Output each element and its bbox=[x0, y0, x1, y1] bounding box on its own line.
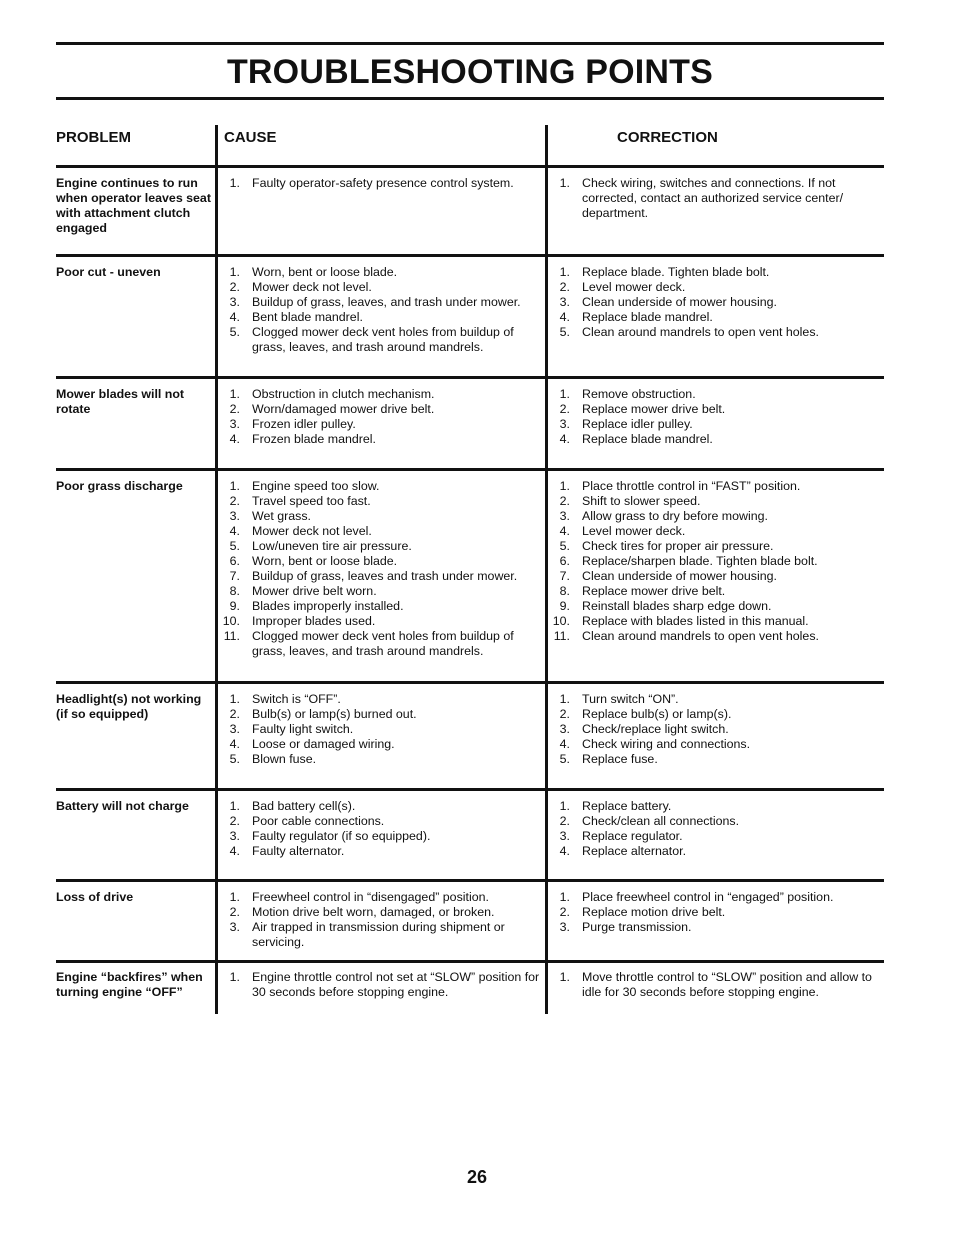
cause-item bbox=[222, 844, 540, 859]
item-number: 3. bbox=[229, 722, 240, 736]
cause-list bbox=[222, 970, 540, 1000]
item-number: 5. bbox=[559, 325, 570, 339]
item-text: Faulty regulator (if so equipped). bbox=[252, 829, 431, 843]
item-text: Reinstall blades sharp edge down. bbox=[582, 599, 772, 613]
item-number: 5. bbox=[229, 752, 240, 766]
item-text: Clogged mower deck vent holes from buildup of grass, leaves, and trash around mandrels. bbox=[252, 325, 514, 354]
item-text: Replace/sharpen blade. Tighten blade bolt. bbox=[582, 554, 818, 568]
table-row bbox=[56, 168, 884, 257]
cause-item bbox=[222, 614, 540, 629]
correction-item bbox=[552, 295, 882, 310]
item-number: 1. bbox=[559, 799, 570, 813]
item-number: 3. bbox=[559, 417, 570, 431]
item-text: Replace bulb(s) or lamp(s). bbox=[582, 707, 732, 721]
column-divider bbox=[545, 684, 548, 788]
cause-item bbox=[222, 707, 540, 722]
item-text: Worn, bent or loose blade. bbox=[252, 265, 398, 279]
item-number: 3. bbox=[229, 417, 240, 431]
column-divider bbox=[215, 168, 218, 254]
correction-item bbox=[552, 814, 882, 829]
correction-item bbox=[552, 920, 882, 935]
table-row bbox=[56, 963, 884, 1010]
cause-item bbox=[222, 599, 540, 614]
item-number: 5. bbox=[229, 539, 240, 553]
item-number: 4. bbox=[559, 844, 570, 858]
item-number: 11. bbox=[223, 629, 240, 643]
item-number: 1. bbox=[559, 890, 570, 904]
item-text: Shift to slower speed. bbox=[582, 494, 701, 508]
correction-item bbox=[552, 569, 882, 584]
cause-list bbox=[222, 387, 540, 447]
item-number: 7. bbox=[559, 569, 570, 583]
item-text: Check wiring, switches and connections. If not corrected, contact an authorized service center/ department. bbox=[582, 176, 844, 220]
cause-item bbox=[222, 280, 540, 295]
item-number: 2. bbox=[559, 905, 570, 919]
correction-item bbox=[552, 417, 882, 432]
column-divider bbox=[215, 684, 218, 788]
item-number: 1. bbox=[559, 479, 570, 493]
cause-list bbox=[222, 479, 540, 659]
item-text: Bent blade mandrel. bbox=[252, 310, 363, 324]
table-row bbox=[56, 684, 884, 791]
cause-item bbox=[222, 554, 540, 569]
item-number: 3. bbox=[559, 829, 570, 843]
item-text: Replace battery. bbox=[582, 799, 672, 813]
cause-item bbox=[222, 692, 540, 707]
item-text: Loose or damaged wiring. bbox=[252, 737, 395, 751]
column-divider bbox=[215, 125, 218, 165]
item-number: 3. bbox=[559, 509, 570, 523]
item-text: Check/clean all connections. bbox=[582, 814, 740, 828]
item-text: Check tires for proper air pressure. bbox=[582, 539, 774, 553]
item-text: Mower drive belt worn. bbox=[252, 584, 377, 598]
item-text: Frozen blade mandrel. bbox=[252, 432, 376, 446]
column-divider bbox=[545, 168, 548, 254]
correction-item bbox=[552, 554, 882, 569]
item-number: 1. bbox=[229, 692, 240, 706]
cause-item bbox=[222, 829, 540, 844]
item-text: Faulty alternator. bbox=[252, 844, 345, 858]
correction-item bbox=[552, 479, 882, 494]
item-number: 3. bbox=[229, 829, 240, 843]
item-text: Replace fuse. bbox=[582, 752, 658, 766]
item-text: Move throttle control to “SLOW” position and allow to idle for 30 seconds before stopping engine. bbox=[582, 970, 872, 999]
item-text: Freewheel control in “disengaged” position. bbox=[252, 890, 489, 904]
item-number: 1. bbox=[229, 890, 240, 904]
item-text: Replace motion drive belt. bbox=[582, 905, 726, 919]
item-number: 4. bbox=[229, 524, 240, 538]
cause-item bbox=[222, 799, 540, 814]
correction-item bbox=[552, 722, 882, 737]
item-number: 4. bbox=[559, 524, 570, 538]
item-text: Replace mower drive belt. bbox=[582, 584, 726, 598]
table-body bbox=[56, 168, 884, 1010]
cause-item bbox=[222, 265, 540, 280]
correction-list bbox=[552, 176, 882, 221]
cause-item bbox=[222, 524, 540, 539]
item-number: 3. bbox=[559, 295, 570, 309]
table-row bbox=[56, 882, 884, 963]
problem-text: Battery will not charge bbox=[56, 799, 189, 813]
cause-item bbox=[222, 387, 540, 402]
cause-item bbox=[222, 569, 540, 584]
problem-text: Engine “backfires” when turning engine “OFF” bbox=[56, 970, 203, 999]
cause-item bbox=[222, 890, 540, 905]
item-text: Replace mower drive belt. bbox=[582, 402, 726, 416]
column-divider bbox=[545, 379, 548, 468]
item-text: Engine speed too slow. bbox=[252, 479, 380, 493]
correction-list bbox=[552, 970, 882, 1000]
cause-list bbox=[222, 692, 540, 767]
problem-text: Loss of drive bbox=[56, 890, 134, 904]
correction-list bbox=[552, 799, 882, 859]
cause-item bbox=[222, 814, 540, 829]
item-text: Replace blade. Tighten blade bolt. bbox=[582, 265, 770, 279]
item-text: Level mower deck. bbox=[582, 280, 686, 294]
correction-list bbox=[552, 692, 882, 767]
item-number: 1. bbox=[229, 799, 240, 813]
item-text: Faulty light switch. bbox=[252, 722, 354, 736]
correction-list bbox=[552, 890, 882, 935]
column-divider bbox=[215, 882, 218, 960]
cause-list bbox=[222, 265, 540, 355]
item-text: Turn switch “ON”. bbox=[582, 692, 679, 706]
correction-item bbox=[552, 599, 882, 614]
correction-item bbox=[552, 310, 882, 325]
cause-item bbox=[222, 539, 540, 554]
column-divider bbox=[215, 963, 218, 1014]
item-text: Replace blade mandrel. bbox=[582, 310, 713, 324]
item-number: 8. bbox=[229, 584, 240, 598]
item-text: Wet grass. bbox=[252, 509, 311, 523]
cause-item bbox=[222, 905, 540, 920]
problem-text: Poor grass discharge bbox=[56, 479, 183, 493]
item-text: Obstruction in clutch mechanism. bbox=[252, 387, 435, 401]
problem-text: Poor cut - uneven bbox=[56, 265, 161, 279]
correction-list bbox=[552, 387, 882, 447]
cause-list bbox=[222, 890, 540, 950]
item-text: Buildup of grass, leaves and trash under mower. bbox=[252, 569, 518, 583]
item-text: Blades improperly installed. bbox=[252, 599, 404, 613]
correction-item bbox=[552, 614, 882, 629]
item-number: 4. bbox=[229, 737, 240, 751]
cause-item bbox=[222, 494, 540, 509]
item-text: Check/replace light switch. bbox=[582, 722, 729, 736]
item-number: 1. bbox=[559, 265, 570, 279]
item-number: 5. bbox=[559, 752, 570, 766]
item-number: 2. bbox=[559, 707, 570, 721]
item-text: Clean around mandrels to open vent holes. bbox=[582, 629, 819, 643]
item-number: 1. bbox=[559, 970, 570, 984]
page-title: TROUBLESHOOTING POINTS bbox=[226, 52, 714, 91]
item-text: Mower deck not level. bbox=[252, 524, 372, 538]
item-number: 2. bbox=[229, 494, 240, 508]
table-row bbox=[56, 257, 884, 379]
item-text: Bulb(s) or lamp(s) burned out. bbox=[252, 707, 417, 721]
cause-item bbox=[222, 752, 540, 767]
item-text: Mower deck not level. bbox=[252, 280, 372, 294]
item-number: 3. bbox=[229, 295, 240, 309]
cause-item bbox=[222, 176, 540, 191]
cause-item bbox=[222, 295, 540, 310]
correction-list bbox=[552, 479, 882, 644]
correction-item bbox=[552, 524, 882, 539]
correction-item bbox=[552, 970, 882, 1000]
column-divider bbox=[215, 379, 218, 468]
item-text: Frozen idler pulley. bbox=[252, 417, 356, 431]
item-number: 4. bbox=[559, 310, 570, 324]
item-number: 5. bbox=[559, 539, 570, 553]
item-number: 5. bbox=[229, 325, 240, 339]
item-text: Motion drive belt worn, damaged, or broken. bbox=[252, 905, 495, 919]
item-text: Replace regulator. bbox=[582, 829, 683, 843]
item-text: Poor cable connections. bbox=[252, 814, 385, 828]
item-number: 2. bbox=[559, 280, 570, 294]
column-divider bbox=[215, 257, 218, 376]
correction-item bbox=[552, 584, 882, 599]
correction-item bbox=[552, 799, 882, 814]
item-number: 2. bbox=[229, 707, 240, 721]
item-text: Remove obstruction. bbox=[582, 387, 696, 401]
item-number: 2. bbox=[559, 494, 570, 508]
item-text: Replace alternator. bbox=[582, 844, 687, 858]
correction-item bbox=[552, 539, 882, 554]
item-number: 4. bbox=[559, 432, 570, 446]
item-number: 11. bbox=[553, 629, 570, 643]
correction-item bbox=[552, 752, 882, 767]
cause-item bbox=[222, 970, 540, 1000]
item-number: 3. bbox=[559, 920, 570, 934]
cause-item bbox=[222, 432, 540, 447]
correction-item bbox=[552, 629, 882, 644]
cause-item bbox=[222, 417, 540, 432]
item-text: Level mower deck. bbox=[582, 524, 686, 538]
item-number: 6. bbox=[559, 554, 570, 568]
column-divider bbox=[545, 963, 548, 1014]
table-row bbox=[56, 379, 884, 471]
correction-item bbox=[552, 707, 882, 722]
header-correction: CORRECTION bbox=[617, 129, 718, 146]
correction-item bbox=[552, 737, 882, 752]
item-number: 1. bbox=[229, 176, 240, 190]
item-text: Clean underside of mower housing. bbox=[582, 569, 777, 583]
cause-list bbox=[222, 176, 540, 191]
correction-item bbox=[552, 494, 882, 509]
column-divider bbox=[545, 882, 548, 960]
column-divider bbox=[545, 125, 548, 165]
item-text: Buildup of grass, leaves, and trash under mower. bbox=[252, 295, 521, 309]
correction-item bbox=[552, 829, 882, 844]
item-text: Worn, bent or loose blade. bbox=[252, 554, 398, 568]
item-number: 2. bbox=[229, 402, 240, 416]
page-number: 26 bbox=[466, 1167, 488, 1187]
correction-item bbox=[552, 844, 882, 859]
item-number: 1. bbox=[229, 479, 240, 493]
problem-text: Headlight(s) not working (if so equipped) bbox=[56, 692, 202, 721]
item-number: 1. bbox=[229, 970, 240, 984]
item-number: 8. bbox=[559, 584, 570, 598]
item-text: Clean underside of mower housing. bbox=[582, 295, 777, 309]
item-number: 3. bbox=[229, 509, 240, 523]
correction-item bbox=[552, 325, 882, 340]
correction-list bbox=[552, 265, 882, 340]
troubleshooting-table bbox=[56, 125, 884, 1010]
item-number: 9. bbox=[559, 599, 570, 613]
item-text: Improper blades used. bbox=[252, 614, 376, 628]
item-number: 2. bbox=[229, 905, 240, 919]
column-divider bbox=[215, 471, 218, 681]
item-text: Check wiring and connections. bbox=[582, 737, 751, 751]
item-number: 1. bbox=[229, 265, 240, 279]
correction-item bbox=[552, 905, 882, 920]
cause-item bbox=[222, 737, 540, 752]
item-text: Allow grass to dry before mowing. bbox=[582, 509, 768, 523]
item-number: 2. bbox=[559, 814, 570, 828]
cause-list bbox=[222, 799, 540, 859]
cause-item bbox=[222, 509, 540, 524]
item-number: 1. bbox=[559, 387, 570, 401]
item-number: 2. bbox=[559, 402, 570, 416]
item-text: Replace blade mandrel. bbox=[582, 432, 713, 446]
correction-item bbox=[552, 402, 882, 417]
correction-item bbox=[552, 692, 882, 707]
cause-item bbox=[222, 325, 540, 355]
item-number: 10. bbox=[552, 614, 570, 628]
cause-item bbox=[222, 584, 540, 599]
cause-item bbox=[222, 920, 540, 950]
item-text: Engine throttle control not set at “SLOW” position for 30 seconds before stopping engine. bbox=[252, 970, 540, 999]
column-divider bbox=[545, 257, 548, 376]
correction-item bbox=[552, 890, 882, 905]
item-text: Switch is “OFF”. bbox=[252, 692, 341, 706]
item-number: 1. bbox=[229, 387, 240, 401]
column-divider bbox=[545, 471, 548, 681]
cause-item bbox=[222, 722, 540, 737]
correction-item bbox=[552, 432, 882, 447]
problem-text: Engine continues to run when operator leaves seat with attachment clutch engaged bbox=[56, 176, 211, 235]
correction-item bbox=[552, 509, 882, 524]
item-text: Clogged mower deck vent holes from buildup of grass, leaves, and trash around mandrels. bbox=[252, 629, 514, 658]
column-divider bbox=[215, 791, 218, 879]
item-text: Replace idler pulley. bbox=[582, 417, 693, 431]
item-number: 1. bbox=[559, 176, 570, 190]
item-text: Place throttle control in “FAST” position. bbox=[582, 479, 801, 493]
item-text: Blown fuse. bbox=[252, 752, 317, 766]
cause-item bbox=[222, 479, 540, 494]
correction-item bbox=[552, 176, 882, 221]
item-number: 2. bbox=[229, 280, 240, 294]
header-cause: CAUSE bbox=[224, 129, 277, 146]
cause-item bbox=[222, 629, 540, 659]
item-text: Place freewheel control in “engaged” position. bbox=[582, 890, 834, 904]
header-problem: PROBLEM bbox=[56, 129, 131, 146]
item-text: Air trapped in transmission during shipment or servicing. bbox=[252, 920, 505, 949]
table-row bbox=[56, 791, 884, 882]
item-number: 4. bbox=[559, 737, 570, 751]
item-number: 4. bbox=[229, 844, 240, 858]
cause-item bbox=[222, 402, 540, 417]
item-text: Low/uneven tire air pressure. bbox=[252, 539, 412, 553]
item-text: Replace with blades listed in this manual. bbox=[582, 614, 809, 628]
item-number: 6. bbox=[229, 554, 240, 568]
item-text: Worn/damaged mower drive belt. bbox=[252, 402, 435, 416]
title-block bbox=[56, 42, 884, 100]
problem-text: Mower blades will not rotate bbox=[56, 387, 185, 416]
correction-item bbox=[552, 265, 882, 280]
item-number: 7. bbox=[229, 569, 240, 583]
item-number: 4. bbox=[229, 432, 240, 446]
correction-item bbox=[552, 387, 882, 402]
item-number: 9. bbox=[229, 599, 240, 613]
correction-item bbox=[552, 280, 882, 295]
item-number: 3. bbox=[559, 722, 570, 736]
item-number: 1. bbox=[559, 692, 570, 706]
item-text: Bad battery cell(s). bbox=[252, 799, 356, 813]
item-number: 3. bbox=[229, 920, 240, 934]
table-row bbox=[56, 471, 884, 684]
cause-item bbox=[222, 310, 540, 325]
item-text: Travel speed too fast. bbox=[252, 494, 371, 508]
item-text: Purge transmission. bbox=[582, 920, 692, 934]
column-divider bbox=[545, 791, 548, 879]
item-number: 4. bbox=[229, 310, 240, 324]
item-text: Clean around mandrels to open vent holes. bbox=[582, 325, 819, 339]
item-number: 2. bbox=[229, 814, 240, 828]
table-header bbox=[56, 125, 884, 168]
item-number: 10. bbox=[222, 614, 240, 628]
item-text: Faulty operator-safety presence control system. bbox=[252, 176, 514, 190]
